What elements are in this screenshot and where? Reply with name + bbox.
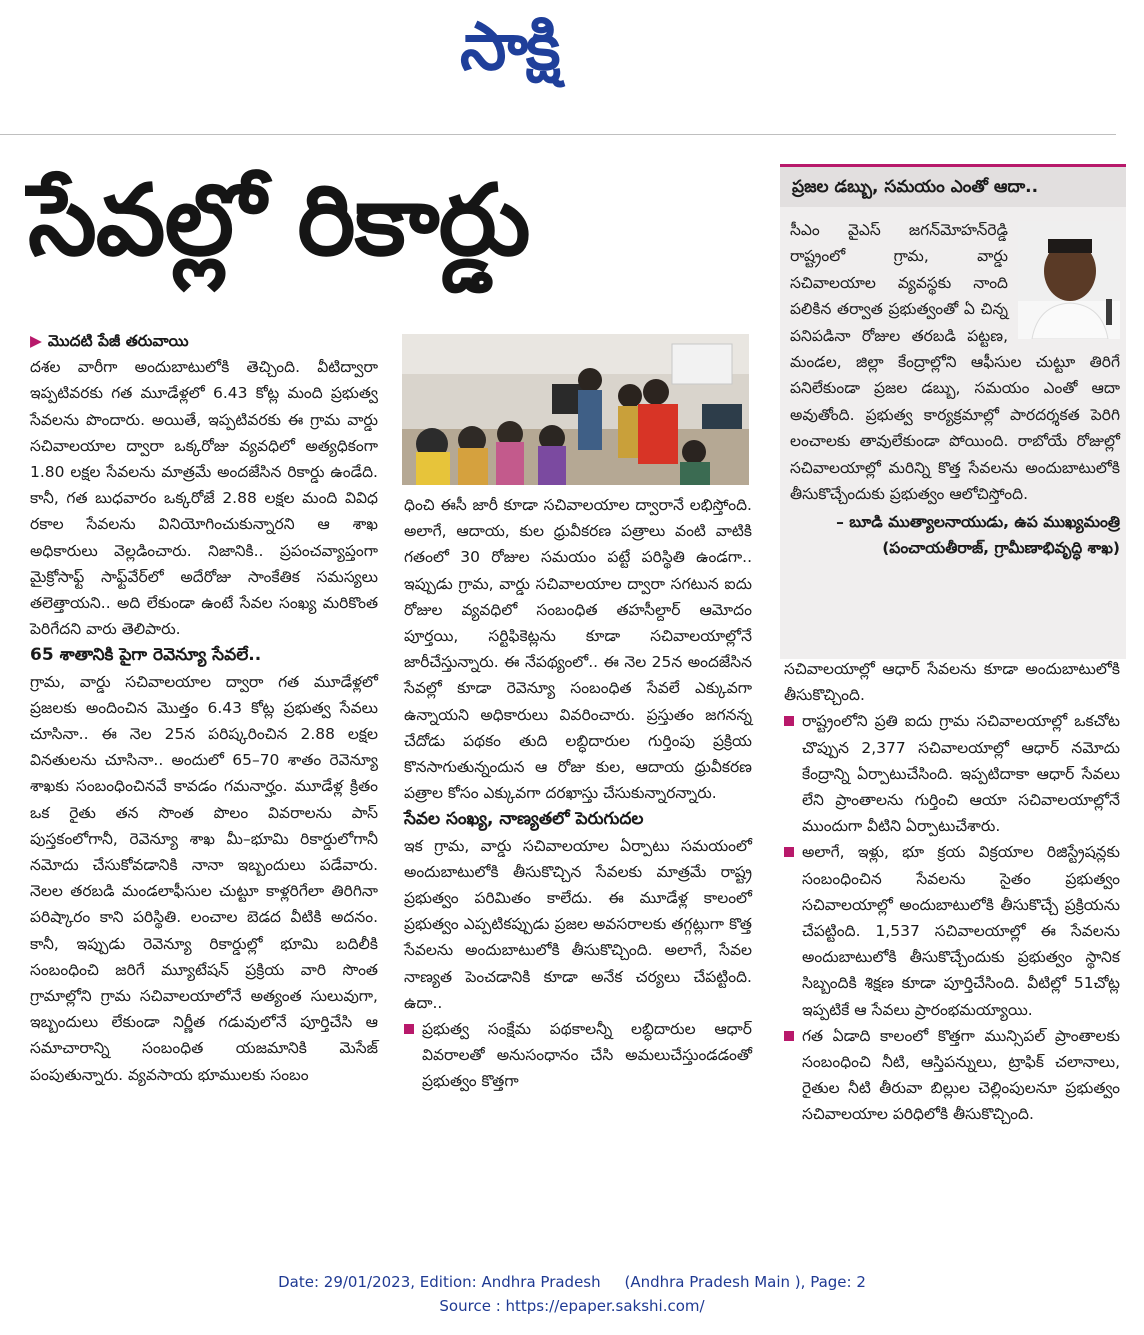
play-triangle-icon: ▶	[30, 332, 42, 350]
edition-info: Date: 29/01/2023, Edition: Andhra Pradesh (Andhra Pradesh Main ), Page: 2	[278, 1273, 866, 1291]
sidebar-quote-box	[780, 164, 1126, 659]
quote-attribution	[790, 509, 1120, 561]
bullet-item: ప్రభుత్వ సంక్షేమ పథకాలన్నీ లబ్ధిదారుల ఆధార్ వివరాలతో అనుసంధానం చేసి అమలుచేస్తుండడంతో ప్రభుత్వం కొత్తగా	[404, 1016, 752, 1095]
bullet-item: అలాగే, ఇళ్లు, భూ క్రయ విక్రయాల రిజిస్ట్రేషన్లకు సంబంధించిన సేవలను సైతం ప్రభుత్వం సచివాలయాల్లో అందుబాటులోకి తీసుకొచ్చే ప్రక్రియను చేపట్టింది. 1,537 సచివాలయాల్లో ఈ సేవలను అందుబాటులోకి తీసుకొచ్చేందుకు ప్రభుత్వం స్థానిక సిబ్బందికి శిక్షణ కూడా పూర్తిచేసింది. వీటిల్లో 51చోట్ల ఇప్పటికే ఆ సేవలు ప్రారంభమయ్యాయి.	[784, 839, 1120, 1022]
paragraph: గ్రామ, వార్డు సచివాలయాల ద్వారా గత మూడేళ్లలో ప్రజలకు అందించిన మొత్తం 6.43 కోట్ల ప్రభుత్వ సేవలు చూసినా.. ఈ నెల 25న పరిష్కరించిన 2.88 లక్షల వినతులను చూసినా.. అందులో 65–70 శాతం రెవెన్యూ శాఖకు సంబంధించినవే కావడం గమనార్హం. మూడేళ్ల క్రితం ఒక రైతు తన సొంత పొలం వివరాలను పాస్ పుస్తకంలోగానీ, రెవెన్యూ శాఖ మీ–భూమి రికార్డులోగానీ నమోదు చేసుకోవడానికి నానా ఇబ్బందులు పడేవారు. నెలల తరబడి మండలాఫీసుల చుట్టూ కాళ్లరిగేలా తిరిగినా పరిష్కారం కాని పరిస్థితి. లంచాల బెడద వీటికి అదనం. కానీ, ఇప్పుడు రెవెన్యూ రికార్డుల్లో భూమి బదిలీకి సంబంధించి జరిగే మ్యూటేషన్ ప్రక్రియ వారి సొంత గ్రామాల్లోని గ్రామ సచివాలయాలోనే అత్యంత సులువుగా, ఇబ్బందులు లేకుండా నిర్ణీత గడువులోనే పూర్తిచేసి ఆ సమాచారాన్ని సంబంధిత యజమానికి మెసేజ్ పంపుతున్నారు. వ్యవసాయ భూములకు సంబం	[30, 672, 378, 1084]
bullet-square-icon	[784, 847, 794, 857]
bullet-item: రాష్ట్రంలోని ప్రతి ఐదు గ్రామ సచివాలయాల్లో ఒకచోట చొప్పున 2,377 సచివాలయాల్లో ఆధార్ నమోదు కేంద్రాన్ని ఏర్పాటుచేసింది. ఇప్పటిదాకా ఆధార్ సేవలు లేని ప్రాంతాలను గుర్తించి ఆయా సచివాలయాల్లోనే ముందుగా వీటిని ఏర్పాటుచేశారు.	[784, 708, 1120, 839]
bullet-square-icon	[784, 1031, 794, 1041]
sakshi-logo: సాక్షి	[460, 8, 559, 85]
continuation-kicker: ▶ మొదటి పేజీ తరువాయి	[30, 332, 189, 350]
source-link[interactable]: Source : https://epaper.sakshi.com/	[439, 1297, 705, 1315]
office-photo	[402, 334, 749, 485]
article-column-1	[30, 328, 378, 1088]
paragraph: ఇక గ్రామ, వార్డు సచివాలయాల ఏర్పాటు సమయంలో అందుబాటులోకి తీసుకొచ్చిన సేవలకు మాత్రమే రాష్ట్ర ప్రభుత్వం పరిమితం కాలేదు. ఈ మూడేళ్ల కాలంలో ప్రభుత్వం ఎప్పటికప్పుడు ప్రజల అవసరాలకు తగ్గట్లుగా కొత్త సేవలను అందుబాటులోకి తీసుకొచ్చింది. అలాగే, సేవల నాణ్యత పెంచడానికి కూడా అనేక చర్యలు చేపట్టింది. ఉదా..	[404, 836, 752, 1012]
quote-department: (పంచాయతీరాజ్, గ్రామీణాభివృద్ధి శాఖ)	[882, 539, 1120, 558]
paragraph: దశల వారీగా అందుబాటులోకి తెచ్చింది. వీటిద్వారా ఇప్పటివరకు గత మూడేళ్లలో 6.43 కోట్ల మంది ప్రభుత్వ సేవలను పొందారు. అయితే, ఇప్పటివరకు ఈ గ్రామ వార్డు సచివాలయాల ద్వారా ఒక్కరోజు వ్యవధిలో అత్యధికంగా 1.80 లక్షల సేవలను మాత్రమే అందజేసిన రికార్డు ఉండేది. కానీ, గత బుధవారం ఒక్కరోజే 2.88 లక్షల మంది వివిధ రకాల సేవలను వినియోగించుకున్నారని ఆ శాఖ అధికారులు వెల్లడించారు. నిజానికి.. ప్రపంచవ్యాప్తంగా మైక్రోసాఫ్ట్ సాఫ్ట్‌వేర్‌లో అదేరోజు సాంకేతిక సమస్యలు తలెత్తాయని.. అది లేకుండా ఉంటే సేవల సంఖ్య మరికొంత పెరిగేదని వారు తెలిపారు.	[30, 358, 378, 639]
sidebar-paragraph: సీఎం వైఎస్ జగన్‌మోహన్‌రెడ్డి రాష్ట్రంలో గ్రామ, వార్డు సచివాలయాల వ్యవస్థకు నాంది పలికిన తర్వాత ప్రభుత్వంతో ఏ చిన్న పనిపడినా రోజుల తరబడి పట్టణ, మండల, జిల్లా కేంద్రాల్లోని ఆఫీసుల చుట్టూ తిరిగే పనిలేకుండా ప్రజల డబ్బు, సమయం ఎంతో ఆదా అవుతోంది. ప్రభుత్వ కార్యక్రమాల్లో పారదర్శకత పెరిగి లంచాలకు తావులేకుండా పోయింది. రాబోయే రోజుల్లో సచివాలయాల్లో మరిన్ని కొత్త సేవలను అందుబాటులోకి తీసుకొచ్చేందుకు ప్రభుత్వం ఆలోచిస్తోంది.	[790, 221, 1120, 504]
bullet-square-icon	[784, 716, 794, 726]
subheading: సేవల సంఖ్య, నాణ్యతలో పెరుగుదల	[404, 809, 644, 830]
minister-portrait	[1018, 221, 1120, 339]
paragraph: ధించి ఈసీ జారీ కూడా సచివాలయాల ద్వారానే లభిస్తోంది. అలాగే, ఆదాయ, కుల ధ్రువీకరణ పత్రాలు వంటి వాటికి గతంలో 30 రోజుల సమయం పట్టే పరిస్థితి ఉండగా.. ఇప్పుడు గ్రామ, వార్డు సచివాలయాల ద్వారా సగటున ఐదు రోజుల వ్యవధిలో సంబంధిత తహసీల్దార్ ఆమోదం పూర్తయి, సర్టిఫికెట్లను కూడా సచివాలయాల్లోనే జారీచేస్తున్నారు. ఈ నేపథ్యంలో.. ఈ నెల 25న అందజేసిన సేవల్లో కూడా రెవెన్యూ సంబంధిత సేవలే ఎక్కువగా ఉన్నాయని అధికారులు వివరించారు. ప్రస్తుతం జగనన్న చేదోడు పథకం తుది లబ్ధిదారుల గుర్తింపు ప్రక్రియ కొనసాగుతున్నందున ఆ రోజు కుల, ఆదాయ ధ్రువీకరణ పత్రాల కోసం ఎక్కువగా దరఖాస్తు చేసుకున్నారన్నారు.	[404, 496, 752, 803]
masthead	[0, 0, 1144, 132]
sidebar-title: ప్రజల డబ్బు, సమయం ఎంతో ఆదా..	[780, 167, 1126, 207]
bullet-item: గత ఏడాది కాలంలో కొత్తగా మున్సిపల్ ప్రాంతాలకు సంబంధించి నీటి, ఆస్తిపన్నులు, ట్రాఫిక్ చలానాలు, రైతుల నీటి తీరువా బిల్లుల చెల్లింపులనూ ప్రభుత్వం సచివాలయాల పరిధిలోకి తీసుకొచ్చింది.	[784, 1023, 1120, 1128]
page-footer	[0, 1270, 1144, 1318]
quote-author: – బూడి ముత్యాలనాయుడు, ఉప ముఖ్యమంత్రి	[836, 513, 1120, 532]
bullet-square-icon	[404, 1024, 414, 1034]
sidebar-body	[790, 217, 1120, 561]
article-column-3	[784, 656, 1120, 1128]
article-headline: సేవల్లో రికార్డు	[28, 164, 530, 278]
masthead-divider	[0, 134, 1116, 135]
article-column-2	[404, 492, 752, 1095]
paragraph: సచివాలయాల్లో ఆధార్ సేవలను కూడా అందుబాటులోకి తీసుకొచ్చింది.	[784, 660, 1120, 705]
secretariat-office-image	[402, 334, 749, 485]
subheading: 65 శాతానికి పైగా రెవెన్యూ సేవలే..	[30, 645, 262, 666]
